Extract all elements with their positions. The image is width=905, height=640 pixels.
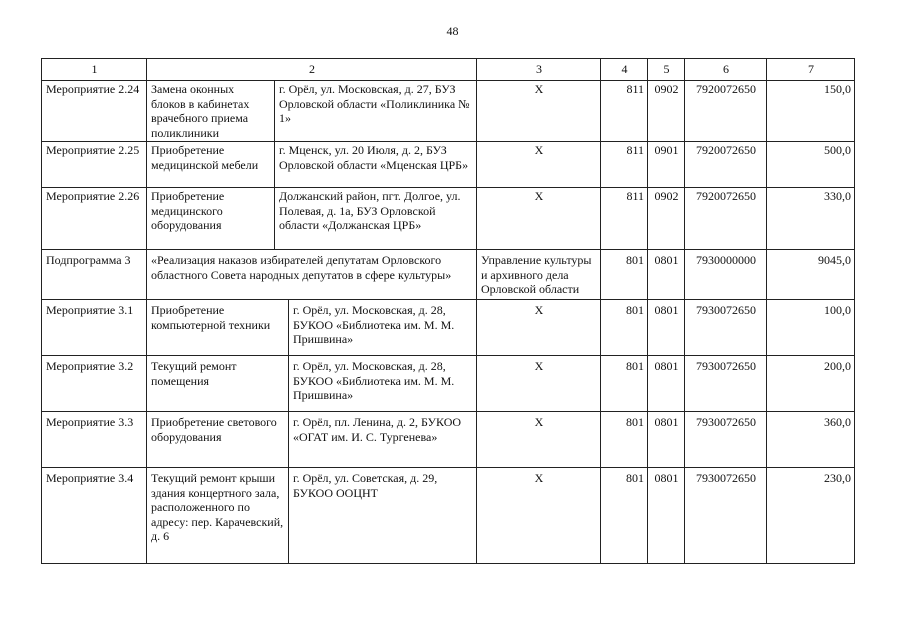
row-col6: 7930072650 [685,468,767,564]
table-row [42,142,855,188]
row-address: г. Орёл, ул. Московская, д. 28, БУКОО «Библиотека им. М. М. Пришвина» [289,300,477,356]
row-col6: 7920072650 [685,188,767,250]
row-description: Замена оконных блоков в кабинетах врачебного приема поликлиники [147,81,275,142]
row-col3: Х [477,468,601,564]
row-col6: 7920072650 [685,81,767,142]
row-name: Мероприятие 2.24 [42,81,147,142]
row-col7: 150,0 [767,81,855,142]
subprogram-col5: 0801 [648,250,685,300]
row-name: Мероприятие 2.26 [42,188,147,250]
row-col5: 0801 [648,412,685,468]
row-col6: 7920072650 [685,142,767,188]
header-row [42,59,855,81]
row-col5: 0801 [648,356,685,412]
row-col3: Х [477,356,601,412]
row-description: Приобретение медицинского оборудования [147,188,275,250]
header-cell: 6 [685,59,767,81]
table-row [42,468,855,564]
row-col5: 0801 [648,300,685,356]
subprogram-col3: Управление культуры и архивного дела Орловской области [477,250,601,300]
row-col3: Х [477,412,601,468]
row-col6: 7930072650 [685,356,767,412]
row-col4: 811 [601,188,648,250]
row-col3: Х [477,142,601,188]
row-description: Приобретение светового оборудования [147,412,289,468]
row-col7: 500,0 [767,142,855,188]
row-col4: 801 [601,468,648,564]
row-address: Должанский район, пгт. Долгое, ул. Полевая, д. 1а, БУЗ Орловской области «Должанская ЦРБ» [275,188,477,250]
row-name: Мероприятие 3.3 [42,412,147,468]
row-col3: Х [477,300,601,356]
header-cell: 5 [648,59,685,81]
row-col7: 100,0 [767,300,855,356]
header-cell: 7 [767,59,855,81]
row-col4: 801 [601,356,648,412]
subprogram-col6: 7930000000 [685,250,767,300]
subprogram-col4: 801 [601,250,648,300]
row-name: Мероприятие 3.1 [42,300,147,356]
row-col4: 801 [601,412,648,468]
subprogram-row [42,250,855,300]
table-row [42,188,855,250]
row-name: Мероприятие 2.25 [42,142,147,188]
row-col4: 811 [601,142,648,188]
row-col6: 7930072650 [685,412,767,468]
row-col5: 0902 [648,188,685,250]
budget-table [41,58,855,564]
row-col5: 0901 [648,142,685,188]
row-col4: 801 [601,300,648,356]
row-col7: 330,0 [767,188,855,250]
row-address: г. Орёл, ул. Советская, д. 29, БУКОО ООЦНТ [289,468,477,564]
row-name: Мероприятие 3.2 [42,356,147,412]
table-row [42,300,855,356]
subprogram-col7: 9045,0 [767,250,855,300]
row-address: г. Орёл, ул. Московская, д. 28, БУКОО «Библиотека им. М. М. Пришвина» [289,356,477,412]
header-cell: 2 [147,59,477,81]
row-col7: 360,0 [767,412,855,468]
header-cell: 4 [601,59,648,81]
page-number: 48 [446,24,459,38]
row-name: Мероприятие 3.4 [42,468,147,564]
row-address: г. Мценск, ул. 20 Июля, д. 2, БУЗ Орловской области «Мценская ЦРБ» [275,142,477,188]
row-col5: 0801 [648,468,685,564]
row-col4: 811 [601,81,648,142]
row-col5: 0902 [648,81,685,142]
row-col3: Х [477,81,601,142]
row-col6: 7930072650 [685,300,767,356]
row-col3: Х [477,188,601,250]
row-description: Приобретение медицинской мебели [147,142,275,188]
header-cell: 1 [42,59,147,81]
table-row [42,81,855,142]
row-description: Приобретение компьютерной техники [147,300,289,356]
subprogram-name: Подпрограмма 3 [42,250,147,300]
row-address: г. Орёл, пл. Ленина, д. 2, БУКОО «ОГАТ им. И. С. Тургенева» [289,412,477,468]
row-description: Текущий ремонт крыши здания концертного зала, расположенного по адресу: пер. Карачевский, д. 6 [147,468,289,564]
row-address: г. Орёл, ул. Московская, д. 27, БУЗ Орловской области «Поликлиника № 1» [275,81,477,142]
header-cell: 3 [477,59,601,81]
row-col7: 200,0 [767,356,855,412]
subprogram-description: «Реализация наказов избирателей депутатам Орловского областного Совета народных депутатов в сфере культуры» [147,250,477,300]
table-row [42,356,855,412]
row-description: Текущий ремонт помещения [147,356,289,412]
row-col7: 230,0 [767,468,855,564]
table-row [42,412,855,468]
